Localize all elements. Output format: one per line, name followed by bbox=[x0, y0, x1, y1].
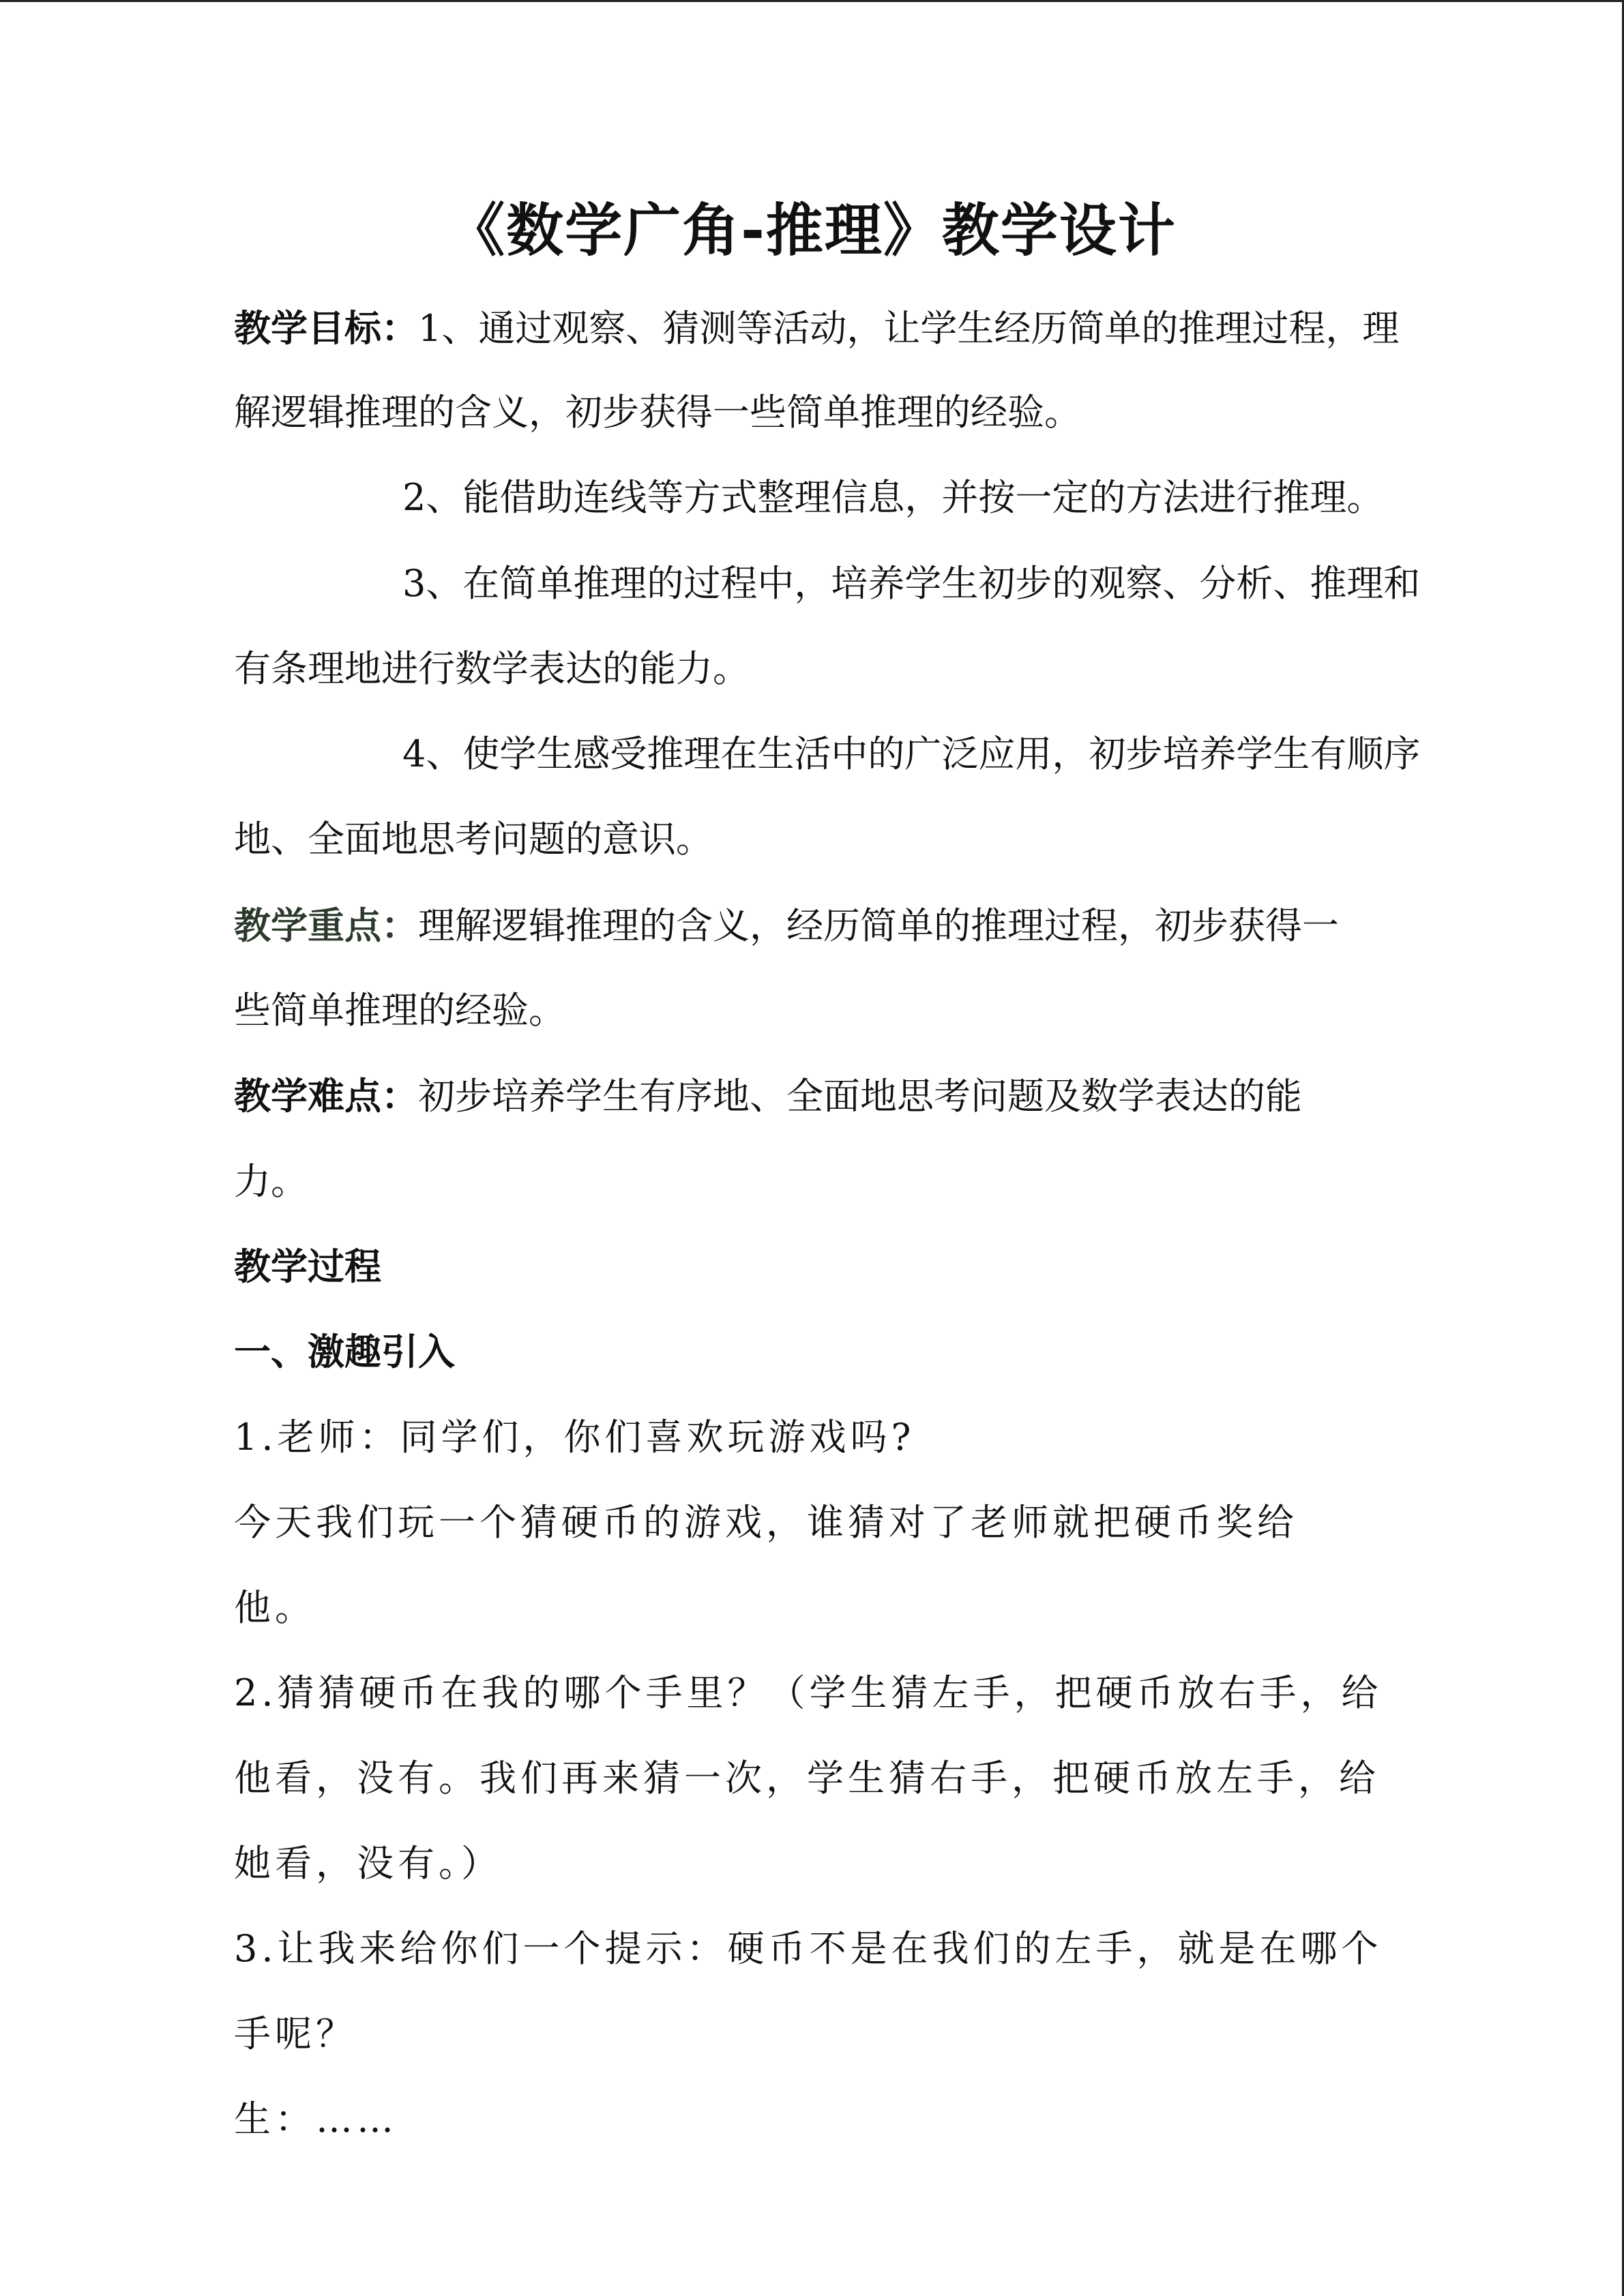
objective-4: 4、使学生感受推理在生活中的广泛应用，初步培养学生有顺序 bbox=[402, 732, 1421, 775]
objective-3: 3、在简单推理的过程中，培养学生初步的观察、分析、推理和 bbox=[402, 562, 1421, 605]
key-point-line-1 bbox=[234, 898, 1339, 953]
step-3-continued: 手呢？ bbox=[234, 2012, 357, 2055]
step-1-end: 他。 bbox=[234, 1586, 316, 1629]
difficulty-text: 初步培养学生有序地、全面地思考问题及数学表达的能 bbox=[418, 1075, 1302, 1118]
objectives-label: 教学目标： bbox=[234, 306, 418, 350]
difficulty-line-1 bbox=[234, 1069, 1302, 1124]
difficulty-label: 教学难点： bbox=[234, 1074, 418, 1118]
key-point-continued: 些简单推理的经验。 bbox=[234, 989, 565, 1032]
objective-1-text: 1、通过观察、猜测等活动，让学生经历简单的推理过程，理 bbox=[418, 307, 1400, 350]
step-2-end: 她看，没有。） bbox=[234, 1842, 502, 1885]
objective-3-continued: 有条理地进行数学表达的能力。 bbox=[234, 647, 750, 690]
document-title: 《数学广角-推理》教学设计 bbox=[447, 197, 1177, 264]
objectives-line-1 bbox=[234, 301, 1399, 356]
section-1-heading: 一、激趣引入 bbox=[234, 1330, 455, 1373]
key-point-text: 理解逻辑推理的含义，经历简单的推理过程，初步获得一 bbox=[418, 904, 1339, 947]
step-2: 2.猜猜硬币在我的哪个手里？（学生猜左手，把硬币放右手，给 bbox=[234, 1671, 1383, 1714]
step-1: 1.老师：同学们，你们喜欢玩游戏吗? bbox=[234, 1416, 915, 1459]
key-point-label: 教学重点： bbox=[234, 904, 418, 947]
objective-4-continued: 地、全面地思考问题的意识。 bbox=[234, 818, 713, 861]
student-reply: 生：…… bbox=[234, 2098, 398, 2141]
objective-1-continued: 解逻辑推理的含义，初步获得一些简单推理的经验。 bbox=[234, 391, 1081, 434]
step-3: 3.让我来给你们一个提示：硬币不是在我们的左手，就是在哪个 bbox=[234, 1927, 1383, 1970]
difficulty-continued: 力。 bbox=[234, 1160, 308, 1203]
objective-2: 2、能借助连线等方式整理信息，并按一定的方法进行推理。 bbox=[402, 476, 1384, 519]
step-2-continued: 他看，没有。我们再来猜一次，学生猜右手，把硬币放左手，给 bbox=[234, 1757, 1380, 1800]
step-1-continued: 今天我们玩一个猜硬币的游戏，谁猜对了老师就把硬币奖给 bbox=[234, 1501, 1298, 1544]
process-heading: 教学过程 bbox=[234, 1245, 381, 1288]
